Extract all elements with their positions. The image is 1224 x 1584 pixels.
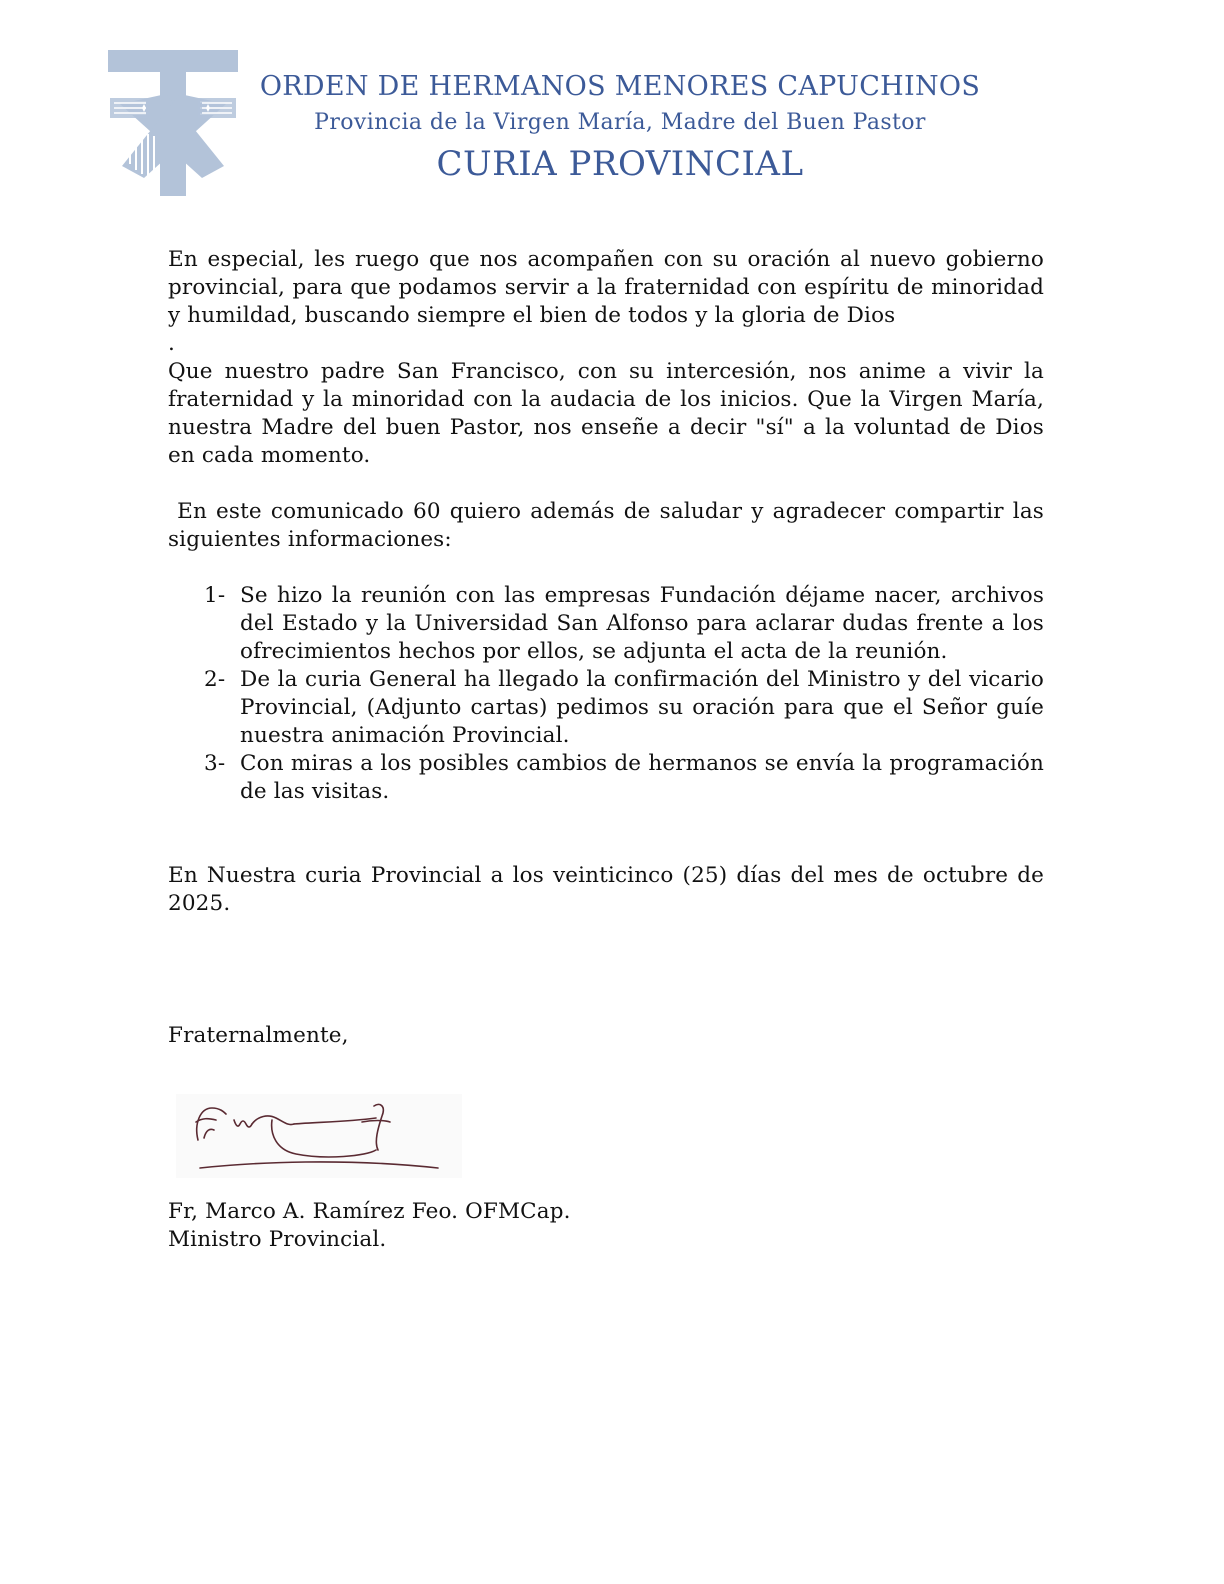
salutation: Fraternalmente, xyxy=(168,1023,349,1048)
signer-block xyxy=(168,1198,571,1254)
province-name: Provincia de la Virgen María, Madre del Buen Pastor xyxy=(314,110,926,135)
paragraph-1-dot: . xyxy=(168,331,175,356)
list-item xyxy=(168,666,1044,750)
list-item-text: Se hizo la reunión con las empresas Fundación déjame nacer, archivos del Estado y la Universidad San Alfonso para aclarar dudas frente a los ofrecimientos hechos por ellos, se adjunta el acta de la reunión. xyxy=(240,583,1044,664)
signer-name: Fr, Marco A. Ramírez Feo. OFMCap. xyxy=(168,1199,571,1224)
paragraph-3 xyxy=(168,498,1051,554)
numbered-list xyxy=(168,582,1044,806)
list-item xyxy=(168,582,1044,666)
list-item-text: De la curia General ha llegado la confirmación del Ministro y del vicario Provincial, (Adjunto cartas) pedimos su oración para que el Señor guíe nuestra animación Provincial. xyxy=(240,667,1044,748)
capuchin-logo-icon xyxy=(106,46,240,198)
paragraph-2: Que nuestro padre San Francisco, con su intercesión, nos anime a vivir la fraternidad y la minoridad con la audacia de los inicios. Que la Virgen María, nuestra Madre del buen Pastor, nos enseñe a decir "sí" a la voluntad de Dios en cada momento. xyxy=(168,359,1044,468)
signature-icon xyxy=(176,1094,462,1178)
paragraph-4: En Nuestra curia Provincial a los veinticinco (25) días del mes de octubre de 2025. xyxy=(168,863,1044,916)
paragraph-1: En especial, les ruego que nos acompañen con su oración al nuevo gobierno provincial, para que podamos servir a la fraternidad con espíritu de minoridad y humildad, buscando siempre el bien de todos y la gloria de Dios xyxy=(168,247,1044,328)
paragraph-3-text: En este comunicado 60 quiero además de saludar y agradecer compartir las siguientes informaciones: xyxy=(168,499,1051,552)
list-item-number: 2- xyxy=(204,667,226,692)
list-item-number: 3- xyxy=(204,751,226,776)
org-name: ORDEN DE HERMANOS MENORES CAPUCHINOS xyxy=(259,71,981,102)
list-item-number: 1- xyxy=(204,583,226,608)
letter-body xyxy=(168,246,1051,918)
curia-title: CURIA PROVINCIAL xyxy=(436,144,804,184)
list-item-text: Con miras a los posibles cambios de hermanos se envía la programación de las visitas. xyxy=(240,751,1044,804)
signer-title: Ministro Provincial. xyxy=(168,1227,387,1252)
list-item xyxy=(168,750,1044,806)
letterhead xyxy=(250,68,990,188)
